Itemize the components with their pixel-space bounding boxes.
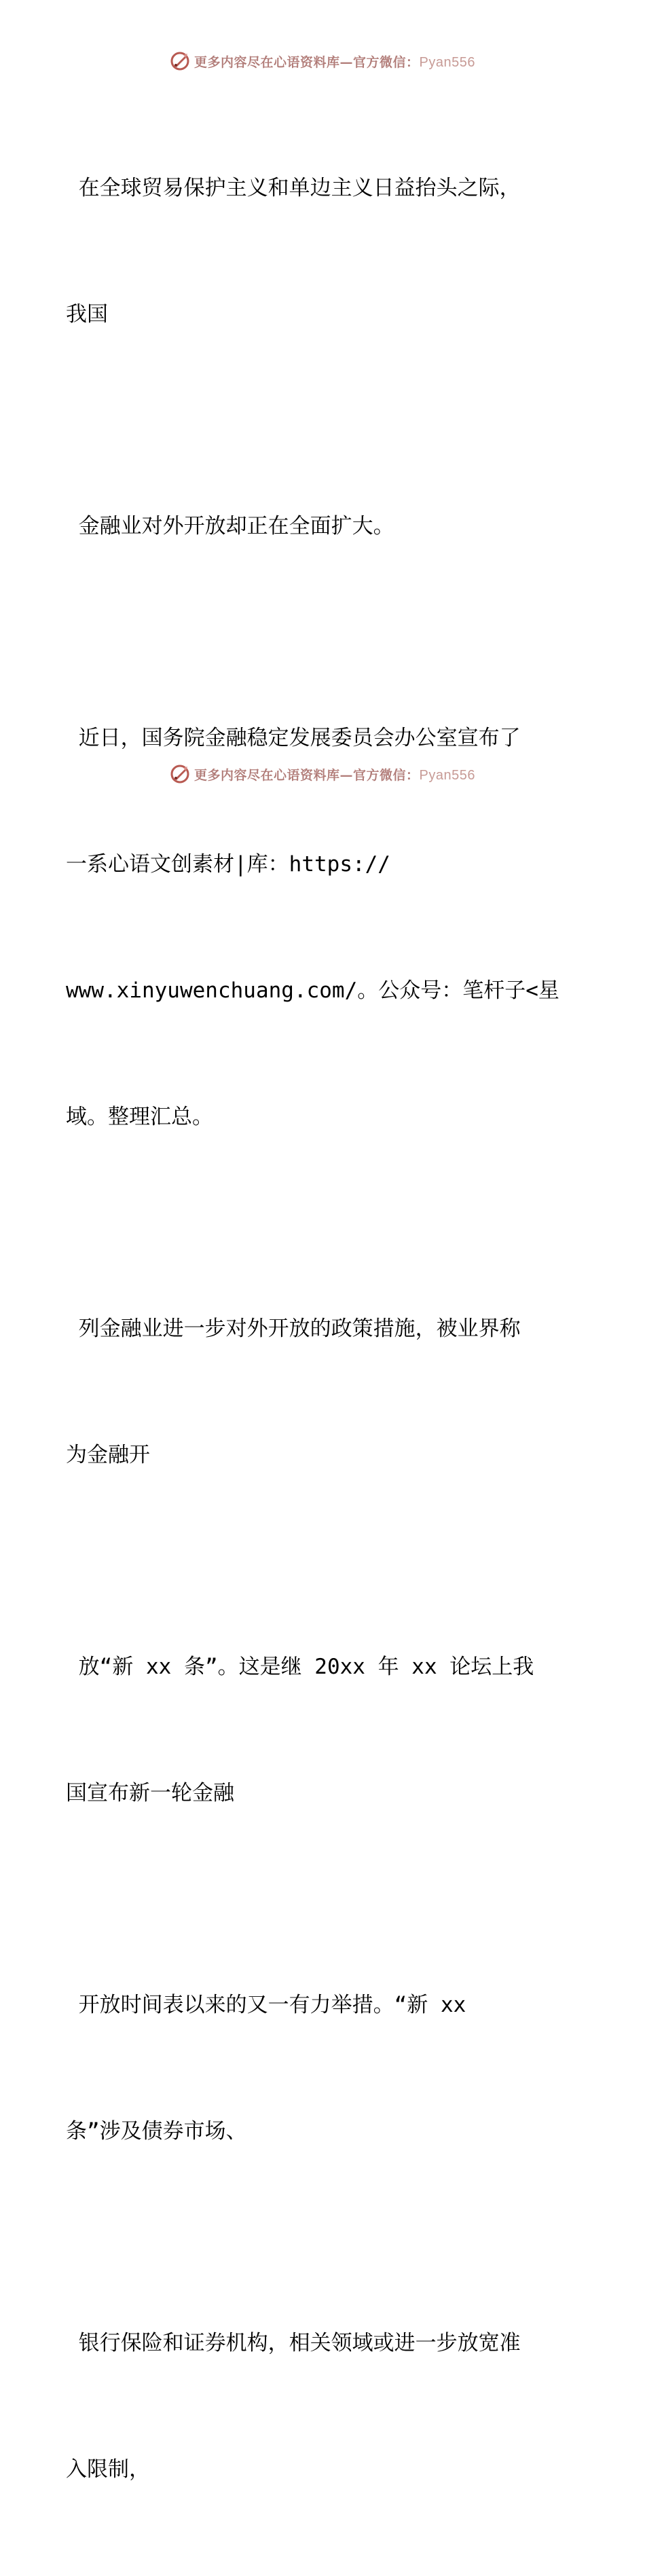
text-line: 条”涉及债券市场、 <box>66 2119 247 2143</box>
paragraph-7 <box>66 2238 568 2575</box>
paragraph-2 <box>66 421 568 631</box>
text-line: 近日，国务院金融稳定发展委员会办公室宣布了 <box>66 726 521 750</box>
paragraph-5 <box>66 1562 568 1898</box>
text-line: 在全球贸易保护主义和单边主义日益抬头之际， <box>66 176 521 200</box>
text-line: 列金融业进一步对外开放的政策措施，被业界称 <box>66 1317 521 1341</box>
text-line: 我国 <box>66 302 108 327</box>
text-line: 银行保险和证券机构，相关领域或进一步放宽准 <box>66 2331 521 2355</box>
text-line: 域。整理汇总。 <box>66 1105 213 1129</box>
banner-text-cn: 更多内容尽在心语资料库—官方微信： <box>194 54 420 70</box>
text-line: 放“新 xx 条”。这是继 20xx 年 xx 论坛上我 <box>66 1655 534 1679</box>
paragraph-4 <box>66 1223 568 1560</box>
footer-watermark <box>0 760 645 788</box>
banner-text-latin: Pyan556 <box>419 54 475 70</box>
header-watermark <box>0 48 645 75</box>
text-line: 为金融开 <box>66 1443 150 1467</box>
text-line: 入限制， <box>66 2457 150 2482</box>
text-line: 一系心语文创素材|库：https:// <box>66 852 390 877</box>
text-line: www.xinyuwenchuang.com/。公众号：笔杆子<星 <box>66 978 559 1003</box>
paragraph-3 <box>66 633 568 1222</box>
paragraph-6 <box>66 1900 568 2237</box>
quill-seal-icon <box>170 51 190 71</box>
banner-text-latin: Pyan556 <box>419 767 475 783</box>
text-line: 开放时间表以来的又一有力举措。“新 xx <box>66 1993 466 2017</box>
document-body <box>66 83 568 2576</box>
quill-seal-icon <box>170 764 190 784</box>
text-line: 金融业对外开放却正在全面扩大。 <box>66 514 394 538</box>
text-line: 国宣布新一轮金融 <box>66 1781 234 1805</box>
paragraph-1 <box>66 83 568 420</box>
banner-text-cn: 更多内容尽在心语资料库—官方微信： <box>194 767 420 783</box>
